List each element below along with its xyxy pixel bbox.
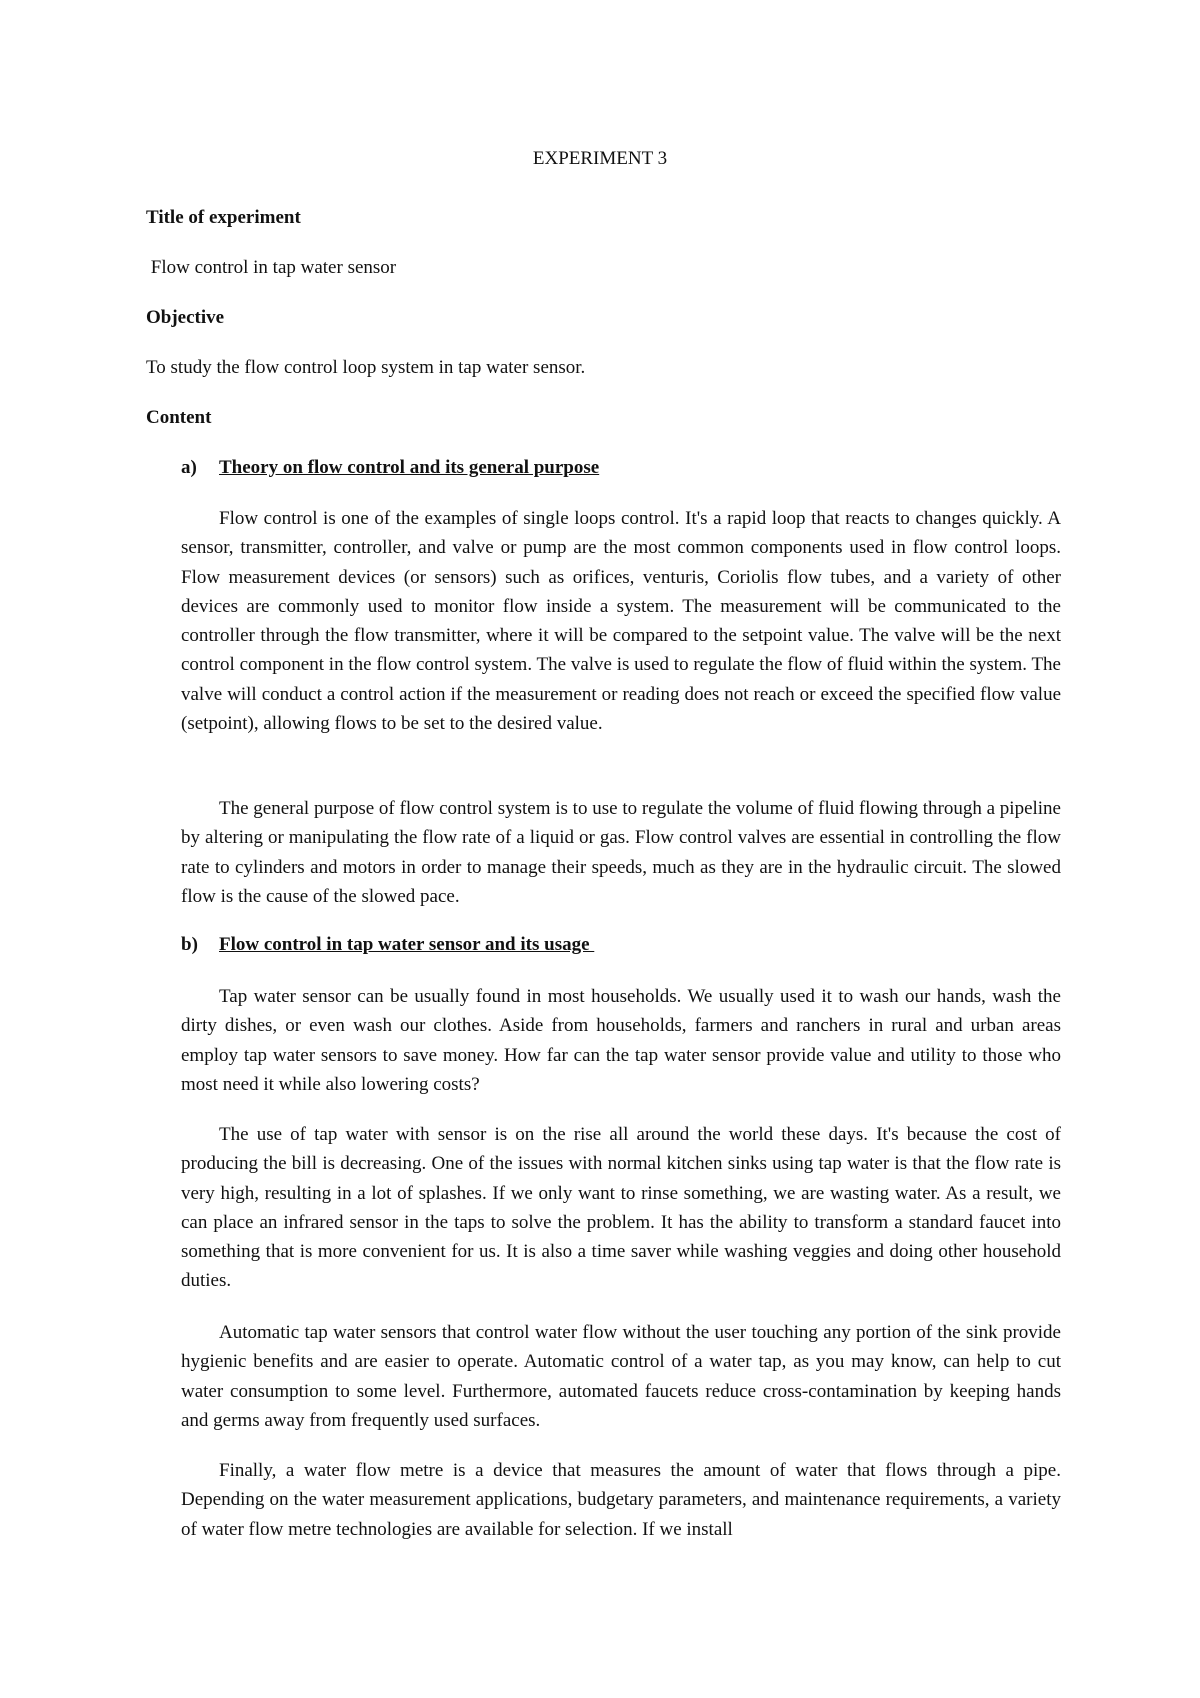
- title-of-experiment-label: Title of experiment: [146, 207, 301, 228]
- section-b-paragraph-1: Tap water sensor can be usually found in most households. We usually used it to wash our hands, wash the dirty dishes, or even wash our clothes. Aside from households, farmers and ranchers in rural and urban areas employ tap water sensors to save money. How far can the tap water sensor provide value and utility to those who most need it while also lowering costs?: [181, 986, 1061, 1095]
- section-a-paragraph-1: Flow control is one of the examples of single loops control. It's a rapid loop that reacts to changes quickly. A sensor, transmitter, controller, and valve or pump are the most common components used in flow control loops. Flow measurement devices (or sensors) such as orifices, venturis, Coriolis flow tubes, and a variety of other devices are commonly used to monitor flow inside a system. The measurement will be communicated to the controller through the flow transmitter, where it will be compared to the setpoint value. The valve will be the next control component in the flow control system. The valve is used to regulate the flow of fluid within the system. The valve will conduct a control action if the measurement or reading does not reach or exceed the specified flow value (setpoint), allowing flows to be set to the desired value.: [181, 508, 1061, 735]
- section-b-paragraph-3: Automatic tap water sensors that control water flow without the user touching any portion of the sink provide hygienic benefits and are easier to operate. Automatic control of a water tap, as you may know, can help to cut water consumption to some level. Furthermore, automated faucets reduce cross-contamination by keeping hands and germs away from frequently used surfaces.: [181, 1322, 1061, 1431]
- section-b-marker: b): [181, 934, 198, 955]
- section-b-paragraph-2: The use of tap water with sensor is on the rise all around the world these days. It's because the cost of producing the bill is decreasing. One of the issues with normal kitchen sinks using tap water is that the flow rate is very high, resulting in a lot of splashes. If we only want to rinse something, we are wasting water. As a result, we can place an infrared sensor in the taps to solve the problem. It has the ability to transform a standard faucet into something that is more convenient for us. It is also a time saver while washing veggies and doing other household duties.: [181, 1124, 1061, 1292]
- section-a-heading-text: Theory on flow control and its general purpose: [219, 457, 600, 478]
- objective-value: To study the flow control loop system in tap water sensor.: [146, 357, 586, 378]
- section-a-marker: a): [181, 457, 197, 478]
- section-a-paragraph-2: The general purpose of flow control system is to use to regulate the volume of fluid flowing through a pipeline by altering or manipulating the flow rate of a liquid or gas. Flow control valves are essential in controlling the flow rate to cylinders and motors in order to manage their speeds, much as they are in the hydraulic circuit. The slowed flow is the cause of the slowed pace.: [181, 798, 1061, 907]
- section-a-heading: [181, 456, 599, 480]
- section-b-paragraph-4: Finally, a water flow metre is a device that measures the amount of water that flows through a pipe. Depending on the water measurement applications, budgetary parameters, and maintenance requirements, a variety of water flow metre technologies are available for selection. If we install: [181, 1460, 1061, 1540]
- content-label: Content: [146, 407, 212, 428]
- section-b-heading: [181, 933, 594, 957]
- objective-label: Objective: [146, 307, 225, 328]
- experiment-title-value: Flow control in tap water sensor: [146, 257, 397, 278]
- section-b-heading-text: Flow control in tap water sensor and its usage: [219, 934, 595, 955]
- document-title: EXPERIMENT 3: [532, 148, 668, 169]
